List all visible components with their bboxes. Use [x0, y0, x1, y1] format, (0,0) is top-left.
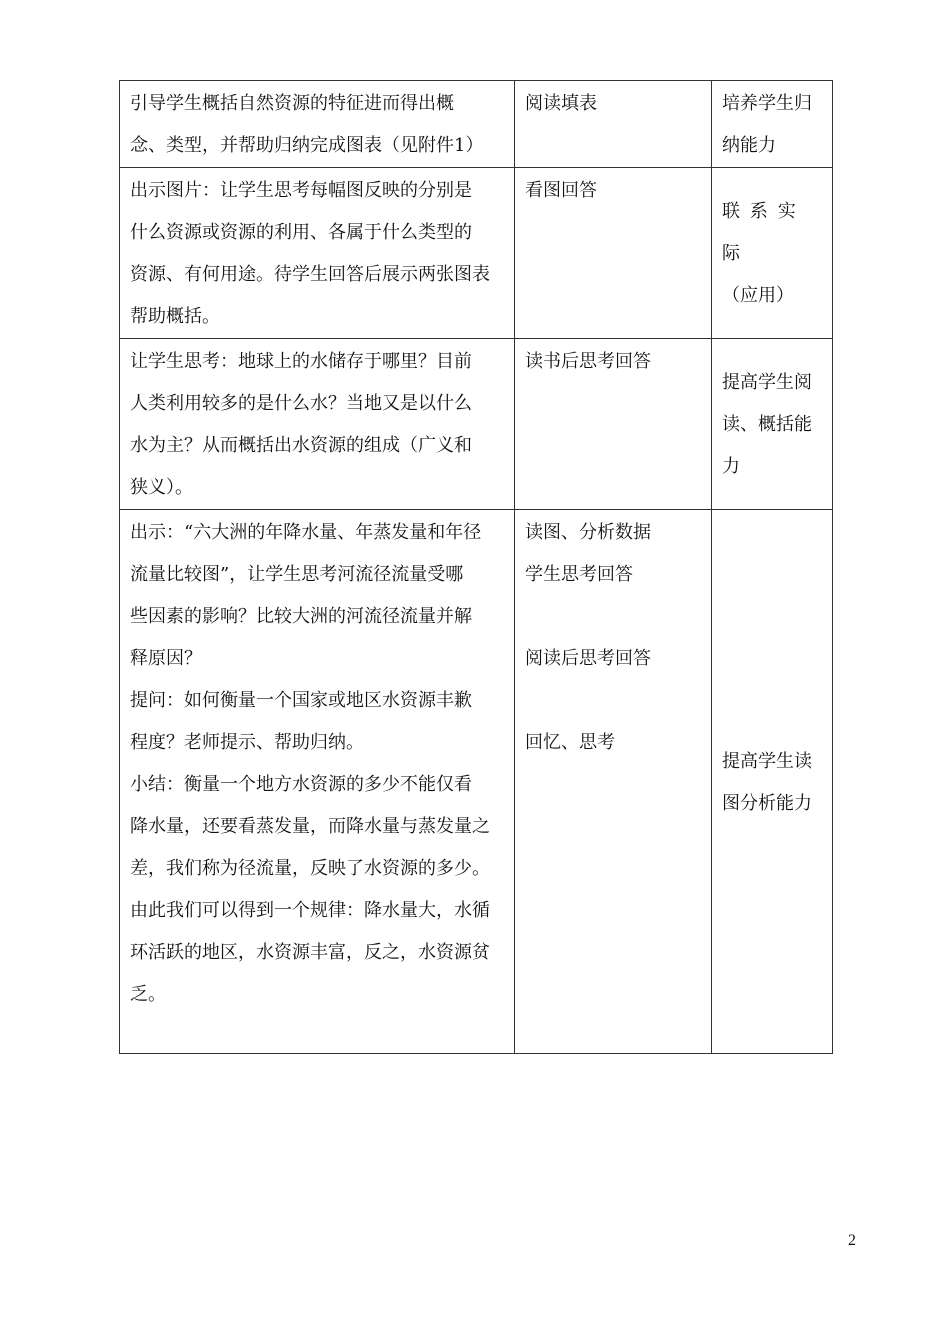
cell-line: 引导学生概括自然资源的特征进而得出概 [130, 93, 454, 114]
cell-line: 释原因？ [130, 648, 202, 669]
cell-line: 什么资源或资源的利用、各属于什么类型的 [130, 222, 472, 243]
teacher-activity-cell [120, 339, 515, 510]
cell-line: 人类利用较多的是什么水？当地又是以什么 [130, 393, 472, 414]
teacher-activity-cell [120, 168, 515, 339]
cell-line: 阅读填表 [525, 93, 597, 114]
cell-line: 降水量，还要看蒸发量，而降水量与蒸发量之 [130, 816, 490, 837]
page-number: 2 [848, 1232, 856, 1249]
cell-line: 小结：衡量一个地方水资源的多少不能仅看 [130, 774, 472, 795]
cell-line: 出示：“六大洲的年降水量、年蒸发量和年径 [130, 522, 482, 543]
cell-line: 流量比较图”，让学生思考河流径流量受哪 [130, 564, 464, 585]
design-intent-cell [712, 168, 833, 339]
cell-line: 念、类型，并帮助归纳完成图表（见附件1） [130, 135, 484, 156]
blank-line [525, 596, 701, 638]
cell-line: 阅读后思考回答 [525, 648, 651, 669]
cell-line: 力 [722, 456, 740, 477]
design-intent-cell [712, 81, 833, 168]
cell-line: 帮助概括。 [130, 306, 220, 327]
cell-line: 学生思考回答 [525, 564, 633, 585]
design-intent-cell [712, 339, 833, 510]
student-activity-cell [515, 339, 712, 510]
cell-line: 资源、有何用途。待学生回答后展示两张图表 [130, 264, 490, 285]
student-activity-cell [515, 168, 712, 339]
cell-line: 读书后思考回答 [525, 351, 651, 372]
lesson-plan-table [119, 80, 833, 1054]
cell-line: 看图回答 [525, 180, 597, 201]
cell-line: 提高学生读 [722, 750, 812, 772]
table-row [120, 339, 833, 510]
cell-line: 乏。 [130, 984, 166, 1005]
cell-line: 出示图片：让学生思考每幅图反映的分别是 [130, 180, 472, 201]
design-intent-cell [712, 510, 833, 1054]
cell-line: 读图、分析数据 [525, 522, 651, 543]
blank-line [525, 680, 701, 722]
teacher-activity-cell [120, 81, 515, 168]
cell-line: 提高学生阅 [722, 372, 812, 393]
cell-line: 培养学生归 [722, 93, 812, 114]
cell-line: 读、概括能 [722, 414, 812, 435]
table-row [120, 510, 833, 1054]
cell-line: 水为主？从而概括出水资源的组成（广义和 [130, 435, 472, 456]
cell-line: 回忆、思考 [525, 732, 615, 753]
cell-line: 图分析能力 [722, 792, 812, 814]
student-activity-cell [515, 510, 712, 1054]
table-row [120, 81, 833, 168]
cell-line: （应用） [722, 285, 794, 306]
teacher-activity-cell [120, 510, 515, 1054]
cell-line: 环活跃的地区，水资源丰富，反之，水资源贫 [130, 942, 490, 963]
cell-line: 纳能力 [722, 135, 776, 156]
student-activity-cell [515, 81, 712, 168]
cell-line: 提问：如何衡量一个国家或地区水资源丰歉 [130, 690, 472, 711]
cell-line: 狭义）。 [130, 477, 193, 498]
cell-line: 联系实际 [722, 201, 806, 264]
table-row [120, 168, 833, 339]
cell-line: 些因素的影响？比较大洲的河流径流量并解 [130, 606, 472, 627]
cell-line: 由此我们可以得到一个规律：降水量大，水循 [130, 900, 490, 921]
cell-line: 让学生思考：地球上的水储存于哪里？目前 [130, 351, 472, 372]
cell-line: 程度？老师提示、帮助归纳。 [130, 732, 364, 753]
cell-line: 差，我们称为径流量，反映了水资源的多少。 [130, 858, 490, 879]
